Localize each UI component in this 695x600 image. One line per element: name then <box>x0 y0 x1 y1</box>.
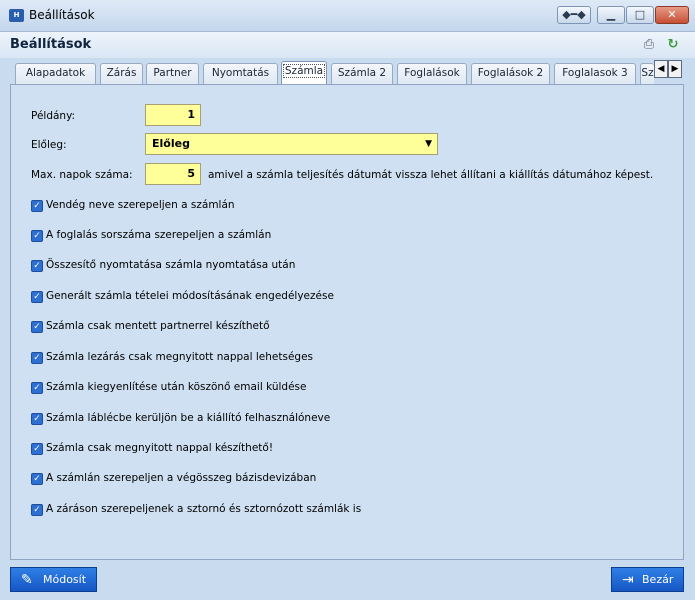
checkbox-vendeg-neve[interactable]: ✓ <box>31 200 43 212</box>
refresh-icon[interactable]: ↻ <box>667 37 679 52</box>
checkbox-bazisdeviza[interactable]: ✓ <box>31 473 43 485</box>
checkbox-lezaras-megnyitott-nap[interactable]: ✓ <box>31 352 43 364</box>
app-icon: H <box>9 9 24 22</box>
tab-label: Foglalasok 3 <box>562 67 628 79</box>
tab-foglalasok-3[interactable] <box>554 63 636 84</box>
maxnapok-label: Max. napok száma: <box>31 169 133 181</box>
window-extra-button[interactable] <box>557 6 591 24</box>
tab-scroll-right-icon[interactable]: ▶ <box>668 60 682 78</box>
window-extra-icon: ◆━◆ <box>562 8 586 21</box>
eloleg-label: Előleg: <box>31 139 67 151</box>
tab-overflow[interactable] <box>640 63 654 84</box>
tab-label: Foglalások 2 <box>477 67 544 79</box>
minimize-button[interactable] <box>597 6 625 24</box>
checkbox-generalt-szamla[interactable]: ✓ <box>31 291 43 303</box>
chevron-down-icon[interactable]: ▼ <box>425 139 432 149</box>
checkbox-label: A számlán szerepeljen a végösszeg bázisdevizában <box>46 472 317 484</box>
window-titlebar <box>0 0 695 32</box>
tab-foglalasok[interactable] <box>397 63 467 84</box>
tab-label: Partner <box>153 67 192 79</box>
checkbox-koszono-email[interactable]: ✓ <box>31 382 43 394</box>
peldany-label: Példány: <box>31 110 76 122</box>
checkbox-sztorno-szamlak[interactable]: ✓ <box>31 504 43 516</box>
checkbox-mentett-partner[interactable]: ✓ <box>31 321 43 333</box>
checkbox-lablec-felhasznalonev[interactable]: ✓ <box>31 413 43 425</box>
checkbox-label: A foglalás sorszáma szerepeljen a számlán <box>46 229 272 241</box>
page-title: Beállítások <box>10 37 92 52</box>
checkbox-label: Vendég neve szerepeljen a számlán <box>46 199 235 211</box>
checkbox-megnyitott-nappal[interactable]: ✓ <box>31 443 43 455</box>
tab-label: Sz <box>641 67 654 79</box>
tab-label: Alapadatok <box>25 67 86 79</box>
minimize-icon: ▁ <box>606 8 616 21</box>
maximize-icon: □ <box>634 8 646 21</box>
print-icon[interactable]: ⎙ <box>643 37 655 52</box>
close-icon: ✕ <box>667 8 677 21</box>
tab-strip <box>0 58 695 84</box>
checkbox-label: Számla csak mentett partnerrel készíthető <box>46 320 270 332</box>
tab-alapadatok[interactable] <box>15 63 96 84</box>
tab-zaras[interactable] <box>100 63 143 84</box>
exit-door-icon: ⇥ <box>622 572 634 588</box>
maxnapok-input[interactable]: 5 <box>145 163 201 185</box>
maxnapok-hint: amivel a számla teljesítés dátumát vissza lehet állítani a kiállítás dátumához képest. <box>208 169 654 181</box>
close-dialog-button[interactable] <box>611 567 684 592</box>
page-header <box>0 32 695 58</box>
checkbox-label: Számla csak megnyitott nappal készíthető! <box>46 442 274 454</box>
peldany-input[interactable]: 1 <box>145 104 201 126</box>
checkbox-label: Összesítő nyomtatása számla nyomtatása után <box>46 259 296 271</box>
footer-bar <box>0 560 695 600</box>
checkbox-label: Számla kiegyenlítése után köszönő email küldése <box>46 381 307 393</box>
checkbox-label: Számla lezárás csak megnyitott nappal lehetséges <box>46 351 314 363</box>
tab-label: Számla <box>284 65 324 77</box>
modify-button[interactable] <box>10 567 97 592</box>
settings-panel <box>10 84 684 560</box>
tab-label: Foglalások <box>404 67 460 79</box>
window-title: Beállítások <box>29 8 95 22</box>
tab-nyomtatas[interactable] <box>203 63 278 84</box>
eloleg-select-value: Előleg <box>152 137 190 150</box>
tab-szamla-2[interactable] <box>331 63 393 84</box>
checkbox-osszesito-nyomtatasa[interactable]: ✓ <box>31 260 43 272</box>
close-button[interactable] <box>655 6 689 24</box>
tab-label: Számla 2 <box>337 67 387 79</box>
eloleg-select[interactable] <box>145 133 438 155</box>
close-button-label: Bezár <box>642 573 674 586</box>
checkbox-foglalas-sorszama[interactable]: ✓ <box>31 230 43 242</box>
tab-scroll-left-icon[interactable]: ◀ <box>654 60 668 78</box>
modify-button-label: Módosít <box>43 573 87 586</box>
checkbox-label: Számla láblécbe kerüljön be a kiállító felhasználóneve <box>46 412 331 424</box>
tab-label: Nyomtatás <box>211 67 270 79</box>
tab-partner[interactable] <box>146 63 199 84</box>
checkbox-label: Generált számla tételei módosításának engedélyezése <box>46 290 334 302</box>
maximize-button[interactable] <box>626 6 654 24</box>
tab-label: Zárás <box>106 67 137 79</box>
checkbox-label: A záráson szerepeljenek a sztornó és sztornózott számlák is <box>46 503 362 515</box>
pencil-icon: ✎ <box>21 572 33 588</box>
tab-szamla[interactable] <box>281 61 327 84</box>
tab-foglalasok-2[interactable] <box>471 63 550 84</box>
